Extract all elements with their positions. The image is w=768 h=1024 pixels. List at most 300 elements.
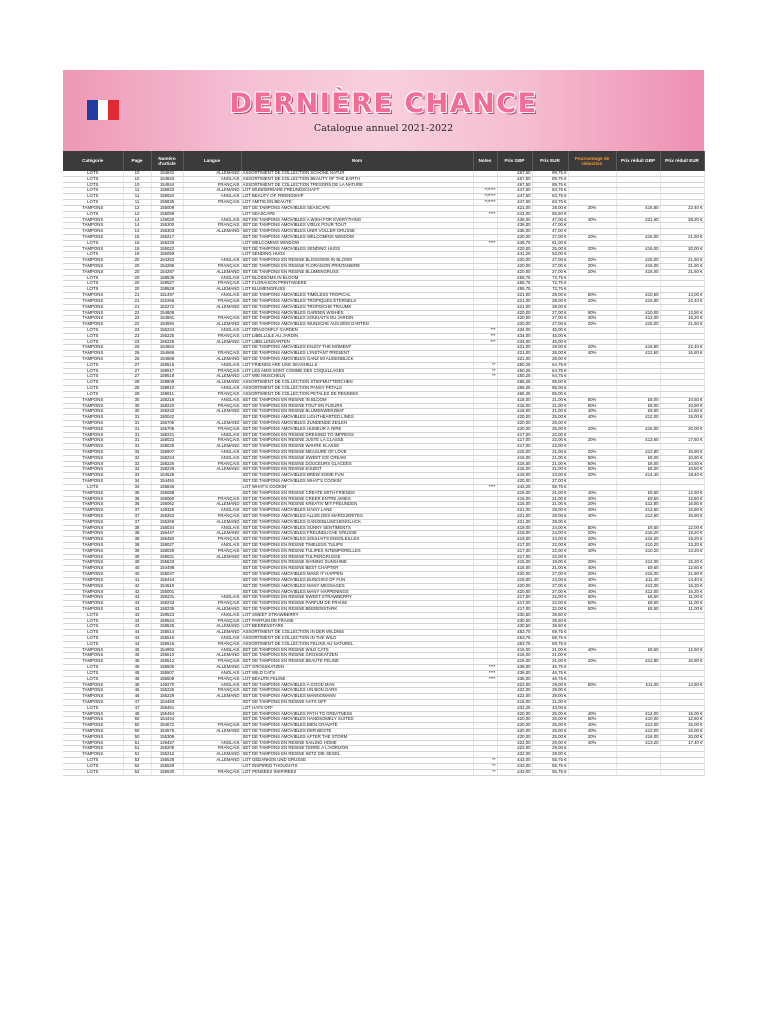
item-number-cell: 152272 [151,304,183,310]
language-cell: ANGLAIS [183,258,241,264]
item-number-cell: 155706 [151,420,183,426]
price-gbp-cell: £43,00 [497,769,532,775]
price-eur-cell: 85,00 € [532,386,568,392]
name-cell: SET DE TAMPONS AMOVIBLES BUNCHES OF FUN [241,577,473,583]
price-gbp-cell: £65,25 [497,386,532,392]
reduced-eur-cell: 21,60 € [660,234,704,240]
name-cell: LOT LIBELLENGARTEN [241,339,473,345]
price-eur-cell: 55,75 € [532,763,568,769]
notes-cell: *** [473,339,497,345]
language-cell: ANGLAIS [183,508,241,514]
page-cell: 50 [123,734,151,740]
price-gbp-cell: £16,00 [497,455,532,461]
item-number-cell: 155444 [151,577,183,583]
category-cell: LOTS [63,194,123,200]
name-cell: LOT HATS OFF [241,705,473,711]
name-cell: LOT FLORAISON PRINTANIÈRE [241,281,473,287]
language-cell: ALLEMAND [183,374,241,380]
page-cell: 43 [123,612,151,618]
item-number-cell: 155047 [151,572,183,578]
item-number-cell: 158235 [151,606,183,612]
page-cell: 40 [123,572,151,578]
reduced-eur-cell: 15,00 € [660,723,704,729]
category-cell: TAMPONS [63,694,123,700]
page-cell: 38 [123,537,151,543]
price-eur-cell: 46,75 € [532,665,568,671]
notes-cell: **/**** [473,200,497,206]
notes-cell: ** [473,374,497,380]
item-number-cell: 154669 [151,357,183,363]
price-gbp-cell: £16,00 [497,467,532,473]
page-cell: 50 [123,729,151,735]
price-gbp-cell: £20,00 [497,322,532,328]
reduced-gbp-cell: £12,00 [616,316,660,322]
page-cell: 45 [123,653,151,659]
reduced-eur-cell: 17,40 € [660,740,704,746]
reduced-gbp-cell: £16,00 [616,246,660,252]
reduced-eur-cell: 16,80 € [660,513,704,519]
name-cell: SET DE TAMPONS AMOVIBLES TROPIQUES ÉTERNELS [241,298,473,304]
price-eur-cell: 25,00 € [532,426,568,432]
category-cell: LOTS [63,391,123,397]
category-cell: TAMPONS [63,293,123,299]
notes-cell: ** [473,769,497,775]
price-gbp-cell: £67,50 [497,182,532,188]
discount-cell: 20% [568,502,616,508]
discount-cell: 50% [568,310,616,316]
name-cell: SET DE TAMPONS AMOVIBLES L'INSTANT PRÉSENT [241,351,473,357]
reduced-eur-cell: 21,60 € [660,258,704,264]
price-gbp-cell: £46,75 [497,240,532,246]
category-cell: TAMPONS [63,577,123,583]
reduced-eur-cell: 15,00 € [660,415,704,421]
name-cell: SET DE TAMPONS AMOVIBLES UN BON GARS [241,688,473,694]
reduced-eur-cell: 22,40 € [660,205,704,211]
page-cell: 43 [123,618,151,624]
language-cell: ALLEMAND [183,287,241,293]
name-cell: SET DE TAMPONS AMOVIBLES UNIR VOLLER GRÜSSE [241,229,473,235]
name-cell: SET DE TAMPONS EN RÉSINE SAILING HOME [241,740,473,746]
language-cell: ALLEMAND [183,653,241,659]
discount-cell: 20% [568,246,616,252]
language-cell: ALLEMAND [183,269,241,275]
name-cell: SET DE TAMPONS AMOVIBLES SOUHAITS ENSOLEILLÉS [241,537,473,543]
name-cell: LOT BLOSSOMS IN BLOOM [241,275,473,281]
price-gbp-cell: £19,00 [497,577,532,583]
page-cell: 31 [123,426,151,432]
page-cell: 11 [123,200,151,206]
reduced-eur-cell: 16,80 € [660,508,704,514]
page-cell: 36 [123,490,151,496]
item-number-cell: 156062 [151,502,183,508]
reduced-eur-cell: 22,40 € [660,345,704,351]
price-eur-cell: 29,00 € [532,740,568,746]
price-gbp-cell: £20,00 [497,583,532,589]
item-number-cell: 159523 [151,612,183,618]
name-cell: ASSORTIMENT DE COLLECTION IN DER WILDNIS [241,630,473,636]
reduced-gbp-cell: £16,00 [616,269,660,275]
name-cell: SET DE TAMPONS AMOVIBLES WELCOMING WINDOW [241,234,473,240]
item-number-cell: 155266 [151,519,183,525]
reduced-gbp-cell: £13,60 [616,438,660,444]
page-cell: 30 [123,409,151,415]
price-eur-cell: 53,00 € [532,252,568,258]
category-cell: TAMPONS [63,269,123,275]
discount-cell: 50% [568,467,616,473]
language-cell: ANGLAIS [183,525,241,531]
item-number-cell: 155834 [151,194,183,200]
table-row [63,769,704,775]
discount-cell: 40% [568,647,616,653]
category-cell: LOTS [63,612,123,618]
reduced-eur-cell: 16,80 € [660,351,704,357]
category-cell: TAMPONS [63,432,123,438]
item-number-cell: 154844 [151,182,183,188]
name-cell: LOT WIE MUSCHELN [241,374,473,380]
name-cell: SET DE TAMPONS AMOVIBLES GARDEN WISHES [241,310,473,316]
price-eur-cell: 29,00 € [532,694,568,700]
price-eur-cell: 27,00 € [532,479,568,485]
page-cell: 45 [123,670,151,676]
language-cell: FRANÇAIS [183,316,241,322]
language-cell: FRANÇAIS [183,298,241,304]
language-cell: ANGLAIS [183,543,241,549]
category-cell: TAMPONS [63,205,123,211]
reduced-gbp-cell: £9,60 [616,496,660,502]
category-cell: LOTS [63,636,123,642]
price-gbp-cell: £20,00 [497,234,532,240]
item-number-cell: 155709 [151,426,183,432]
category-cell: LOTS [63,176,123,182]
reduced-gbp-cell: £12,80 [616,502,660,508]
language-cell: ANGLAIS [183,327,241,333]
reduced-eur-cell: 22,40 € [660,298,704,304]
reduced-gbp-cell: £16,00 [616,426,660,432]
price-gbp-cell: £22,00 [497,694,532,700]
price-gbp-cell: £36,00 [497,223,532,229]
reduced-eur-cell: 16,80 € [660,659,704,665]
item-number-cell: 155529 [151,763,183,769]
name-cell: SET DE TAMPONS EN RÉSINE WAHRE KLASSE [241,444,473,450]
price-eur-cell: 25,00 € [532,723,568,729]
price-gbp-cell: £20,00 [497,589,532,595]
price-gbp-cell: £21,00 [497,519,532,525]
price-eur-cell: 89,75 € [532,171,568,176]
reduced-eur-cell: 11,00 € [660,601,704,607]
item-number-cell: 156907 [151,450,183,456]
category-cell: TAMPONS [63,426,123,432]
reduced-eur-cell: 10,50 € [660,397,704,403]
language-cell: FRANÇAIS [183,496,241,502]
language-cell: ANGLAIS [183,740,241,746]
language-cell: FRANÇAIS [183,281,241,287]
price-gbp-cell: £21,00 [497,351,532,357]
price-gbp-cell: £36,00 [497,670,532,676]
price-eur-cell: 29,00 € [532,688,568,694]
page-cell: 46 [123,694,151,700]
price-gbp-cell: £16,00 [497,403,532,409]
category-cell: TAMPONS [63,717,123,723]
price-gbp-cell: £17,00 [497,601,532,607]
price-eur-cell: 46,75 € [532,670,568,676]
language-cell: ALLEMAND [183,758,241,764]
name-cell: SET DE TAMPONS EN RÉSINE JUSTE LA CLASSE [241,438,473,444]
language-cell: ANGLAIS [183,670,241,676]
name-cell: SET DE TAMPONS EN RÉSINE HATS OFF [241,699,473,705]
price-eur-cell: 72,75 € [532,275,568,281]
category-cell: TAMPONS [63,566,123,572]
name-cell: SET DE TAMPONS EN RÉSINE CREATE WITH FRIENDS [241,490,473,496]
price-gbp-cell: £20,00 [497,420,532,426]
reduced-eur-cell: 20,00 € [660,426,704,432]
discount-cell: 50% [568,595,616,601]
reduced-gbp-cell: £11,40 [616,577,660,583]
price-eur-cell: 24,00 € [532,577,568,583]
name-cell: SET DE TAMPONS EN RÉSINE BEST CHAPTER [241,566,473,572]
header-category: Catégorie [63,151,123,171]
category-cell: LOTS [63,665,123,671]
name-cell: SET DE TAMPONS EN RÉSINE SHINING SUNSHINE [241,560,473,566]
page-cell: 44 [123,636,151,642]
discount-cell: 50% [568,606,616,612]
reduced-gbp-cell: £8,00 [616,403,660,409]
price-gbp-cell: £43,00 [497,758,532,764]
language-cell: ALLEMAND [183,467,241,473]
notes-cell: **/**** [473,194,497,200]
price-eur-cell: 63,75 € [532,194,568,200]
category-cell: TAMPONS [63,589,123,595]
page-cell: 44 [123,630,151,636]
name-cell: SET DE TAMPONS AMOVIBLES MAKE IT HAPPEN [241,572,473,578]
reduced-eur-cell: 10,50 € [660,455,704,461]
price-gbp-cell: £22,00 [497,746,532,752]
name-cell: SET DE TAMPONS EN RÉSINE DOUCEURS GLACÉES [241,461,473,467]
language-cell: FRANÇAIS [183,688,241,694]
discount-cell: 40% [568,496,616,502]
page-cell: 10 [123,171,151,176]
category-cell: LOTS [63,618,123,624]
language-cell: FRANÇAIS [183,368,241,374]
price-gbp-cell: £65,25 [497,380,532,386]
item-number-cell: 155530 [151,769,183,775]
language-cell: ALLEMAND [183,380,241,386]
name-cell: SET DE TAMPONS AMOVIBLES DAISY LANE [241,508,473,514]
price-gbp-cell: £17,00 [497,432,532,438]
discount-cell: 50% [568,601,616,607]
category-cell: LOTS [63,758,123,764]
reduced-gbp-cell: £9,60 [616,490,660,496]
price-gbp-cell: £19,00 [497,525,532,531]
category-cell: TAMPONS [63,502,123,508]
language-cell: FRANÇAIS [183,723,241,729]
page-cell: 26 [123,345,151,351]
page-cell: 44 [123,641,151,647]
item-number-cell: 154263 [151,258,183,264]
price-gbp-cell: £36,00 [497,217,532,223]
item-number-cell: 158228 [151,467,183,473]
discount-cell: 40% [568,577,616,583]
price-eur-cell: 47,00 € [532,217,568,223]
language-cell: ALLEMAND [183,409,241,415]
reduced-eur-cell: 12,50 € [660,717,704,723]
page-cell: 51 [123,740,151,746]
category-cell: LOTS [63,327,123,333]
name-cell: SET DE TAMPONS EN RÉSINE SETZ DIE SEGEL [241,752,473,758]
language-cell: ANGLAIS [183,217,241,223]
reduced-gbp-cell: £8,00 [616,467,660,473]
category-cell: LOTS [63,705,123,711]
reduced-gbp-cell: £14,40 [616,473,660,479]
price-gbp-cell: £47,50 [497,200,532,206]
page-cell: 33 [123,473,151,479]
category-cell: LOTS [63,386,123,392]
reduced-eur-cell: 21,60 € [660,572,704,578]
page-cell: 36 [123,502,151,508]
name-cell: SET DE TAMPONS AMOVIBLES LIGHTHEARTED LINES [241,415,473,421]
discount-cell: 20% [568,734,616,740]
product-table [63,151,705,776]
item-number-cell: 155514 [151,630,183,636]
page-cell: 45 [123,659,151,665]
price-gbp-cell: £53,75 [497,636,532,642]
price-gbp-cell: £36,00 [497,676,532,682]
reduced-eur-cell: 13,50 € [660,310,704,316]
item-number-cell: 154808 [151,310,183,316]
name-cell: SET DE TAMPONS AMOVIBLES MANY HAPPENINGS [241,589,473,595]
page-title: DERNIÈRE CHANCE [229,88,538,119]
price-eur-cell: 25,00 € [532,717,568,723]
name-cell: SET DE TAMPONS AMOVIBLES ALLÉE DES MARGUERITES [241,513,473,519]
category-cell: LOTS [63,171,123,176]
price-eur-cell: 27,00 € [532,264,568,270]
page-cell: 19 [123,246,151,252]
price-gbp-cell: £21,00 [497,304,532,310]
price-gbp-cell: £20,00 [497,316,532,322]
discount-cell: 50% [568,403,616,409]
language-cell: FRANÇAIS [183,601,241,607]
item-number-cell: 156060 [151,496,183,502]
language-cell: FRANÇAIS [183,548,241,554]
price-gbp-cell: £20,00 [497,717,532,723]
page-cell: 20 [123,281,151,287]
page-cell: 22 [123,322,151,328]
discount-cell: 50% [568,293,616,299]
page-subtitle: Catalogue annuel 2021-2022 [313,123,454,134]
page-cell: 15 [123,240,151,246]
price-gbp-cell: £16,00 [497,502,532,508]
price-eur-cell: 45,00 € [532,333,568,339]
category-cell: TAMPONS [63,310,123,316]
page-cell: 30 [123,397,151,403]
price-eur-cell: 28,00 € [532,357,568,363]
discount-cell: 40% [568,490,616,496]
discount-cell: 20% [568,269,616,275]
discount-cell: 40% [568,589,616,595]
category-cell: TAMPONS [63,606,123,612]
price-eur-cell: 28,00 € [532,351,568,357]
discount-cell: 20% [568,659,616,665]
page-cell: 47 [123,705,151,711]
item-number-cell: 154591 [151,316,183,322]
page-cell: 50 [123,717,151,723]
price-gbp-cell: £22,00 [497,688,532,694]
page-cell: 45 [123,647,151,653]
page-cell: 39 [123,548,151,554]
page-cell: 31 [123,432,151,438]
item-number-cell: 158231 [151,595,183,601]
item-number-cell: 155001 [151,589,183,595]
name-cell: ASSORTIMENT DE COLLECTION IN THE WILD [241,636,473,642]
header-notes: Notes [473,151,497,171]
language-cell: ANGLAIS [183,682,241,688]
item-number-cell: 156058 [151,490,183,496]
item-number-cell: 154666 [151,351,183,357]
price-eur-cell: 21,00 € [532,647,568,653]
category-cell: TAMPONS [63,560,123,566]
language-cell: ALLEMAND [183,554,241,560]
item-number-cell: 158221 [151,432,183,438]
price-eur-cell: 21,00 € [532,566,568,572]
reduced-eur-cell: 16,80 € [660,502,704,508]
price-eur-cell: 27,00 € [532,234,568,240]
price-gbp-cell: £16,00 [497,490,532,496]
item-number-cell: 159528 [151,287,183,293]
header-price-gbp: Prix GBP [497,151,532,171]
category-cell: TAMPONS [63,298,123,304]
item-number-cell: 155229 [151,694,183,700]
name-cell: SET DE TAMPONS AMOVIBLES WHAT'S COOKIN' [241,479,473,485]
item-number-cell: 155009 [151,205,183,211]
item-number-cell: 155845 [151,484,183,490]
category-cell: LOTS [63,484,123,490]
price-eur-cell: 21,00 € [532,397,568,403]
price-gbp-cell: £21,00 [497,508,532,514]
page-cell: 12 [123,205,151,211]
price-eur-cell: 24,00 € [532,525,568,531]
category-cell: LOTS [63,188,123,194]
language-cell: ALLEMAND [183,188,241,194]
notes-cell: **** [473,670,497,676]
language-cell: FRANÇAIS [183,513,241,519]
reduced-gbp-cell: £9,50 [616,525,660,531]
price-eur-cell: 22,00 € [532,543,568,549]
name-cell: SET DE TAMPONS EN RÉSINE MEASURE OF LOVE [241,450,473,456]
item-number-cell: 158226 [151,461,183,467]
name-cell: SET DE TAMPONS EN RÉSINE TULPENGRÜSSE [241,554,473,560]
price-gbp-cell: £20,00 [497,723,532,729]
page-cell: 36 [123,496,151,502]
category-cell: TAMPONS [63,711,123,717]
page-cell: 22 [123,316,151,322]
category-cell: TAMPONS [63,699,123,705]
item-number-cell: 156226 [151,240,183,246]
page-cell: 45 [123,676,151,682]
page-cell: 19 [123,252,151,258]
discount-cell: 50% [568,461,616,467]
price-eur-cell: 89,75 € [532,182,568,188]
price-eur-cell: 28,00 € [532,513,568,519]
price-eur-cell: 24,00 € [532,531,568,537]
page-cell: 47 [123,699,151,705]
name-cell: LOT PENSÉES INSPIRÉES [241,769,473,775]
reduced-gbp-cell: £16,00 [616,572,660,578]
price-eur-cell: 39,50 € [532,612,568,618]
price-eur-cell: 22,00 € [532,554,568,560]
reduced-gbp-cell [616,769,660,775]
reduced-eur-cell: 14,40 € [660,577,704,583]
reduced-eur-cell: 11,00 € [660,606,704,612]
reduced-eur-cell: 12,60 € [660,566,704,572]
